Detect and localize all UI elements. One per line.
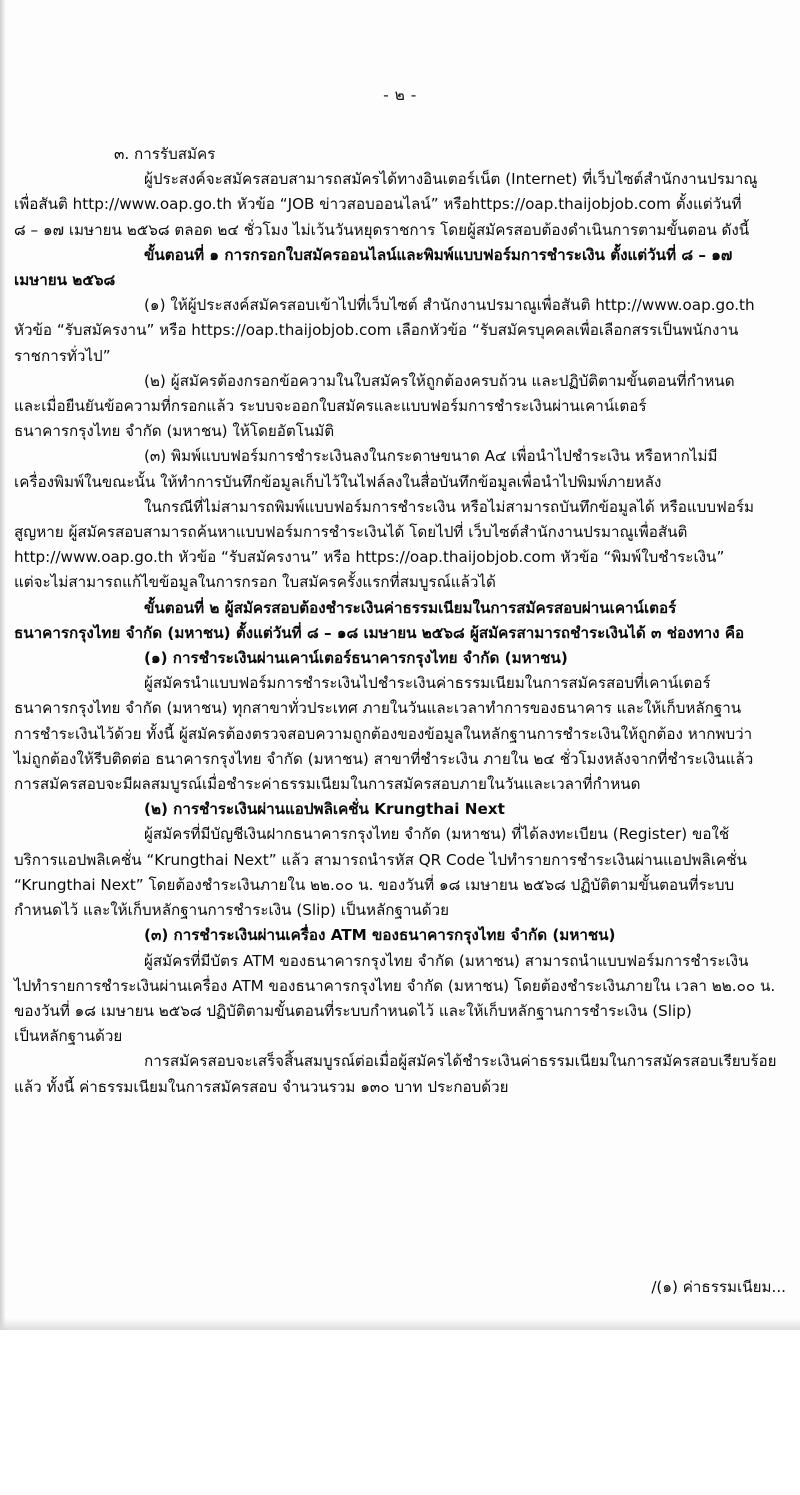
para-channel-2-4: กำหนดไว้ และให้เก็บหลักฐานการชำระเงิน (Slip) เป็นหลักฐานด้วย	[14, 901, 450, 920]
para-step-2-heading: ขั้นตอนที่ ๒ ผู้สมัครสอบต้องชำระเงินค่าธรรมเนียมในการสมัครสอบผ่านเคาน์เตอร์	[144, 598, 677, 617]
para-4-1: ในกรณีที่ไม่สามารถพิมพ์แบบฟอร์มการชำระเงิน หรือไม่สามารถบันทึกข้อมูลได้ หรือแบบฟอร์ม	[144, 497, 754, 516]
para-complete-2: แล้ว ทั้งนี้ ค่าธรรมเนียมในการสมัครสอบ จำนวนรวม ๑๓๐ บาท ประกอบด้วย	[14, 1077, 509, 1096]
para-channel-2-2: บริการแอปพลิเคชั่น “Krungthai Next” แล้ว สามารถนำรหัส QR Code ไปทำรายการชำระเงินผ่านแอปพลิเคชั่น	[14, 850, 747, 869]
para-1-3: ราชการทั่วไป”	[14, 346, 111, 365]
para-4-2: สูญหาย ผู้สมัครสอบสามารถค้นหาแบบฟอร์มการชำระเงินได้ โดยไปที่ เว็บไซต์สำนักงานปรมาณูเพื่อสันติ	[14, 523, 688, 542]
document-body	[14, 142, 786, 1100]
para-step-1-heading: ขั้นตอนที่ ๑ การกรอกใบสมัครออนไลน์และพิมพ์แบบฟอร์มการชำระเงิน ตั้งแต่วันที่ ๘ – ๑๗	[144, 245, 733, 264]
para-3-1: (๓) พิมพ์แบบฟอร์มการชำระเงินลงในกระดาษขนาด A๔ เพื่อนำไปชำระเงิน หรือหากไม่มี	[144, 447, 718, 466]
para-4-4: แต่จะไม่สามารถแก้ไขข้อมูลในการกรอก ใบสมัครครั้งแรกที่สมบูรณ์แล้วได้	[14, 573, 496, 592]
para-2-1: (๒) ผู้สมัครต้องกรอกข้อความในใบสมัครให้ถูกต้องครบถ้วน และปฏิบัติตามขั้นตอนที่กำหนด	[144, 371, 735, 390]
para-complete-1: การสมัครสอบจะเสร็จสิ้นสมบูรณ์ต่อเมื่อผู้สมัครได้ชำระเงินค่าธรรมเนียมในการสมัครสอบเรียบร้อย	[144, 1052, 777, 1071]
para-channel-1-1: ผู้สมัครนำแบบฟอร์มการชำระเงินไปชำระเงินค่าธรรมเนียมในการสมัครสอบที่เคาน์เตอร์	[144, 674, 711, 693]
para-1-1: (๑) ให้ผู้ประสงค์สมัครสอบเข้าไปที่เว็บไซต์ สำนักงานปรมาณูเพื่อสันติ http://www.oap.go.th	[144, 296, 755, 315]
para-step-1-heading-2: เมษายน ๒๕๖๘	[14, 271, 116, 290]
footer-continuation-note: /(๑) ค่าธรรมเนียม...	[651, 1278, 786, 1296]
para-channel-1-5: การสมัครสอบจะมีผลสมบูรณ์เมื่อชำระค่าธรรมเนียมในการสมัครสอบภายในวันและเวลาที่กำหนด	[14, 775, 641, 794]
para-1-2: หัวข้อ “รับสมัครงาน” หรือ https://oap.thaijobjob.com เลือกหัวข้อ “รับสมัครบุคคลเพื่อเลือกสรรเป็นพนักงาน	[14, 321, 739, 340]
para-channel-3-3: ของวันที่ ๑๘ เมษายน ๒๕๖๘ ปฏิบัติตามขั้นตอนที่ระบบกำหนดไว้ และให้เก็บหลักฐานการชำระเงิน (Slip)	[14, 1001, 692, 1020]
para-channel-1-2: ธนาคารกรุงไทย จำกัด (มหาชน) ทุกสาขาทั่วประเทศ ภายในวันและเวลาทำการของธนาคาร และให้เก็บหลักฐาน	[14, 699, 742, 718]
para-2-2: และเมื่อยืนยันข้อความที่กรอกแล้ว ระบบจะออกใบสมัครและแบบฟอร์มการชำระเงินผ่านเคาน์เตอร์	[14, 397, 647, 416]
para-apply-online-2: เพื่อสันติ http://www.oap.go.th หัวข้อ “JOB ข่าวสอบออนไลน์” หรือhttps://oap.thaijobjob.com ตั้งแต่วันที่	[14, 195, 742, 214]
para-3-2: เครื่องพิมพ์ในขณะนั้น ให้ทำการบันทึกข้อมูลเก็บไว้ในไฟล์ลงในสื่อบันทึกข้อมูลเพื่อนำไปพิมพ์ภายหลัง	[14, 472, 662, 491]
para-2-3: ธนาคารกรุงไทย จำกัด (มหาชน) ให้โดยอัตโนมัติ	[14, 422, 335, 441]
para-apply-online-3: ๘ – ๑๗ เมษายน ๒๕๖๘ ตลอด ๒๔ ชั่วโมง ไม่เว้นวันหยุดราชการ โดยผู้สมัครสอบต้องดำเนินการตามขั้นตอน ดังนี้	[14, 220, 750, 239]
para-channel-3-2: ไปทำรายการชำระเงินผ่านเครื่อง ATM ของธนาคารกรุงไทย จำกัด (มหาชน) โดยต้องชำระเงินภายใน เวลา ๒๒.๐๐ น.	[14, 976, 776, 995]
para-channel-2-3: “Krungthai Next” โดยต้องชำระเงินภายใน ๒๒.๐๐ น. ของวันที่ ๑๘ เมษายน ๒๕๖๘ ปฏิบัติตามขั้นตอนที่ระบบ	[14, 875, 735, 894]
para-channel-3-1: ผู้สมัครที่มีบัตร ATM ของธนาคารกรุงไทย จำกัด (มหาชน) สามารถนำแบบฟอร์มการชำระเงิน	[144, 951, 749, 970]
para-channel-2-1: ผู้สมัครที่มีบัญชีเงินฝากธนาคารกรุงไทย จำกัด (มหาชน) ที่ได้ลงทะเบียน (Register) ขอใช้	[144, 825, 730, 844]
para-channel-3-4: เป็นหลักฐานด้วย	[14, 1027, 123, 1046]
para-4-3: http://www.oap.go.th หัวข้อ “รับสมัครงาน” หรือ https://oap.thaijobjob.com หัวข้อ “พิมพ์ใบชำระเงิน”	[14, 548, 725, 567]
para-step-2-heading-2: ธนาคารกรุงไทย จำกัด (มหาชน) ตั้งแต่วันที่ ๘ – ๑๘ เมษายน ๒๕๖๘ ผู้สมัครสามารถชำระเงินได้ ๓ ช่องทาง คือ	[14, 623, 745, 642]
para-channel-1-heading: (๑) การชำระเงินผ่านเคาน์เตอร์ธนาคารกรุงไทย จำกัด (มหาชน)	[144, 649, 568, 668]
para-channel-1-4: ไม่ถูกต้องให้รีบติดต่อ ธนาคารกรุงไทย จำกัด (มหาชน) สาขาที่ชำระเงิน ภายใน ๒๔ ชั่วโมงหลังจากที่ชำระเงินแล้ว	[14, 749, 754, 768]
para-channel-1-3: การชำระเงินไว้ด้วย ทั้งนี้ ผู้สมัครต้องตรวจสอบความถูกต้องของข้อมูลในหลักฐานการชำระเงินให้ถูกต้อง หากพบว่า	[14, 724, 753, 743]
para-channel-3-heading: (๓) การชำระเงินผ่านเครื่อง ATM ของธนาคารกรุงไทย จำกัด (มหาชน)	[144, 926, 616, 945]
page-background-below	[0, 1330, 800, 1495]
para-apply-online: ผู้ประสงค์จะสมัครสอบสามารถสมัครได้ทางอินเตอร์เน็ต (Internet) ที่เว็บไซต์สำนักงานปรมาณู	[144, 170, 758, 189]
heading-section-3: ๓. การรับสมัคร	[114, 145, 216, 163]
page-edge-shadow-left	[0, 0, 6, 1330]
para-channel-2-heading: (๒) การชำระเงินผ่านแอปพลิเคชั่น Krungthai Next	[144, 800, 505, 819]
page-number: - ๒ -	[383, 86, 417, 104]
